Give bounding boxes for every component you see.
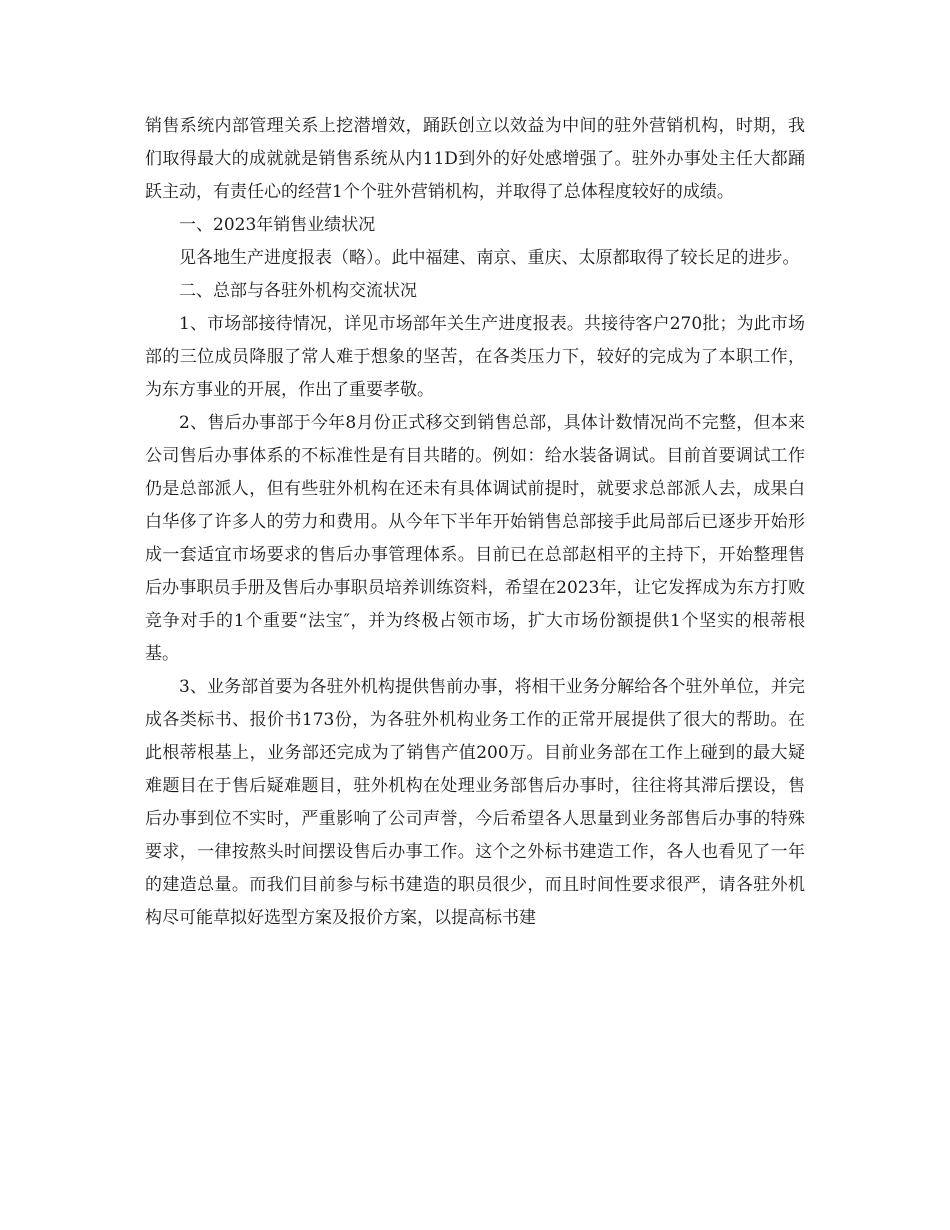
paragraph-intro: 销售系统内部管理关系上挖潜增效，踊跃创立以效益为中间的驻外营销机构，时期，我们取得最大的成就就是销售系统从内11D到外的好处感增强了。驻外办事处主任大都踊跃主动，有责任心的经营1个个驻外营销机构，并取得了总体程度较好的成绩。 xyxy=(145,116,805,202)
paragraph-progress-report: 见各地生产进度报表（略）。此中福建、南京、重庆、太原都取得了较长足的进步。 xyxy=(179,248,800,268)
section-heading-communication: 二、总部与各驻外机构交流状况 xyxy=(179,281,417,301)
document-body xyxy=(145,110,805,935)
paragraph-item-1: 1、市场部接待情况，详见市场部年关生产进度报表。共接待客户270批；为此市场部的三位成员降服了常人难于想象的坚苦，在各类压力下，较好的完成为了本职工作，为东方事业的开展，作出了重要孝敬。 xyxy=(145,314,805,400)
paragraph-item-2: 2、售后办事部于今年8月份正式移交到销售总部，具体计数情况尚不完整，但本来公司售后办事体系的不标准性是有目共睹的。例如：给水装备调试。目前首要调试工作仍是总部派人，但有些驻外机构在还未有具体调试前提时，就要求总部派人去，成果白白华侈了许多人的劳力和费用。从今年下半年开始销售总部接手此局部后已逐步开始形成一套适宜市场要求的售后办事管理体系。目前已在总部赵相平的主持下，开始整理售后办事职员手册及售后办事职员培养训练资料，希望在2023年，让它发挥成为东方打败竞争对手的1个重要“法宝″，并为终极占领市场，扩大市场份额提供1个坚实的根蒂根基。 xyxy=(145,413,805,664)
section-heading-sales-performance: 一、2023年销售业绩状况 xyxy=(179,215,376,235)
paragraph-item-3: 3、业务部首要为各驻外机构提供售前办事，将相干业务分解给各个驻外单位，并完成各类标书、报价书173份，为各驻外机构业务工作的正常开展提供了很大的帮助。在此根蒂根基上，业务部还完成为了销售产值200万。目前业务部在工作上碰到的最大疑难题目在于售后疑难题目，驻外机构在处理业务部售后办事时，往往将其滞后摆设，售后办事到位不实时，严重影响了公司声誉，今后希望各人思量到业务部售后办事的特殊要求，一律按熬头时间摆设售后办事工作。这个之外标书建造工作，各人也看见了一年的建造总量。而我们目前参与标书建造的职员很少，而且时间性要求很严，请各驻外机构尽可能草拟好选型方案及报价方案，以提高标书建 xyxy=(145,677,805,928)
